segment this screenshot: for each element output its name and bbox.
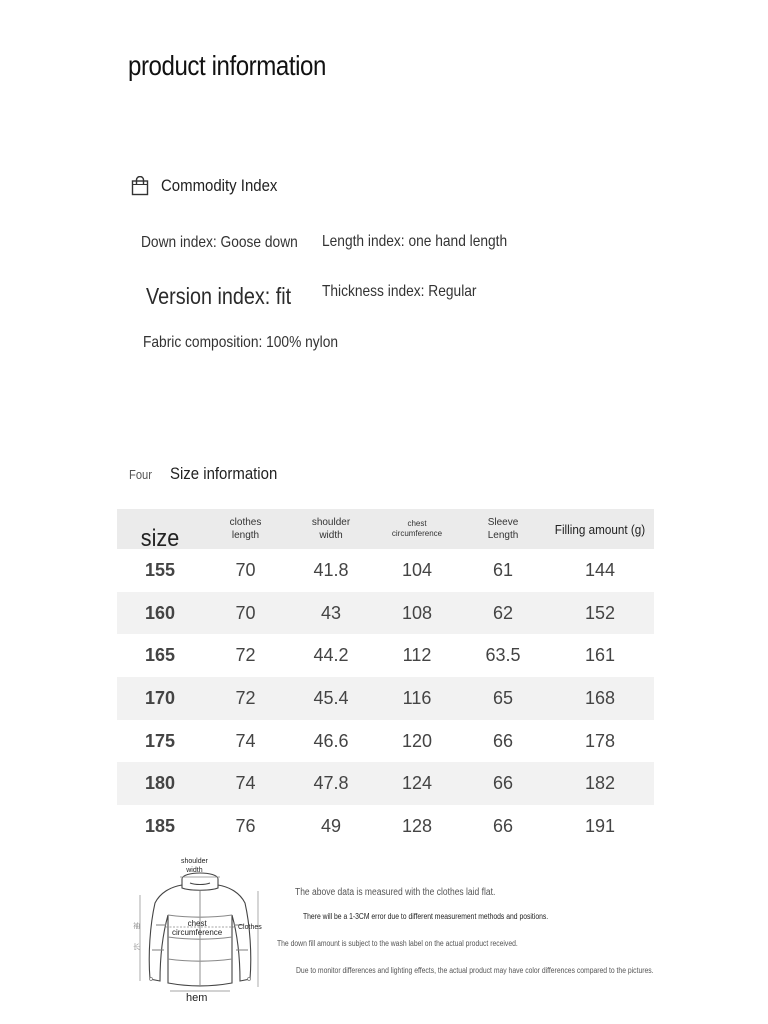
header-filling-amount: Filling amount (g) [554, 521, 646, 537]
size-cell: 160 [144, 602, 176, 623]
section-number: Four [129, 467, 152, 482]
table-cell: 72 [235, 645, 256, 666]
size-cell: 185 [144, 815, 176, 836]
table-cell: 112 [402, 645, 432, 666]
size-cell: 165 [144, 645, 176, 666]
size-information-header [129, 464, 292, 484]
size-cell: 170 [144, 687, 176, 708]
diagram-sleeve-glyph-top: 袖 [133, 923, 140, 930]
table-cell: 66 [492, 773, 514, 794]
table-cell: 128 [401, 815, 433, 836]
table-cell: 43 [320, 602, 342, 623]
table-row [117, 720, 654, 763]
table-cell: 104 [401, 559, 433, 580]
header-clothes-length: clothes length [229, 517, 262, 541]
table-cell: 41.8 [313, 559, 349, 580]
diagram-sleeve-glyph-bottom: 长 [133, 944, 140, 951]
size-cell: 175 [144, 730, 176, 751]
table-row [117, 592, 654, 635]
table-cell: 74 [235, 773, 256, 794]
table-cell: 144 [584, 559, 616, 580]
table-row [117, 762, 654, 805]
table-cell: 72 [235, 687, 256, 708]
table-cell: 70 [235, 559, 256, 580]
table-cell: 168 [584, 687, 616, 708]
length-index: Length index: one hand length [322, 233, 508, 250]
table-cell: 178 [584, 730, 616, 751]
table-cell: 124 [401, 773, 433, 794]
note-measurement: The above data is measured with the clothes laid flat. [295, 887, 496, 898]
table-cell: 61 [492, 559, 514, 580]
header-chest-circumference: chest circumference [391, 519, 443, 538]
table-cell: 182 [584, 773, 616, 794]
diagram-chest-label: chest circumference [172, 919, 223, 937]
table-cell: 45.4 [313, 687, 349, 708]
page-title: product information [128, 50, 326, 81]
shopping-bag-icon [131, 176, 149, 196]
note-color-difference: Due to monitor differences and lighting effects, the actual product may have color differences compared to the pictures. [296, 966, 654, 975]
commodity-index-header [131, 176, 293, 196]
table-cell: 66 [492, 815, 514, 836]
table-row [117, 549, 654, 592]
table-cell: 74 [235, 730, 256, 751]
fabric-composition: Fabric composition: 100% nylon [143, 334, 339, 351]
table-row [117, 805, 654, 848]
table-cell: 44.2 [313, 645, 349, 666]
diagram-shoulder-label: shoulder width [181, 858, 208, 874]
table-cell: 120 [401, 730, 433, 751]
table-cell: 66 [492, 730, 514, 751]
down-index: Down index: Goose down [141, 234, 298, 251]
thickness-index: Thickness index: Regular [322, 283, 477, 300]
header-size: size [140, 525, 180, 552]
table-row [117, 634, 654, 677]
table-row [117, 677, 654, 720]
size-cell: 180 [144, 773, 176, 794]
table-cell: 46.6 [313, 730, 349, 751]
table-cell: 62 [492, 602, 514, 623]
table-header-row [117, 509, 654, 552]
table-cell: 116 [402, 687, 432, 708]
table-cell: 49 [320, 815, 342, 836]
header-shoulder-width: shoulder width [311, 517, 351, 541]
table-cell: 70 [235, 602, 256, 623]
table-cell: 76 [235, 815, 256, 836]
table-cell: 191 [584, 815, 616, 836]
table-cell: 161 [584, 645, 616, 666]
commodity-index-title: Commodity Index [161, 176, 278, 195]
version-index: Version index: fit [146, 283, 292, 309]
note-down-fill: The down fill amount is subject to the wash label on the actual product received. [277, 939, 518, 948]
diagram-hem-label: hem [186, 992, 208, 1004]
diagram-clothes-label: Clothes [238, 924, 262, 931]
size-cell: 155 [144, 559, 176, 580]
table-body [117, 549, 654, 848]
table-cell: 152 [584, 602, 616, 623]
table-cell: 47.8 [313, 773, 349, 794]
header-sleeve-length: Sleeve Length [487, 517, 519, 541]
table-cell: 63.5 [485, 645, 521, 666]
table-cell: 108 [401, 602, 433, 623]
note-error-range: There will be a 1-3CM error due to different measurement methods and positions. [303, 912, 549, 921]
size-information-title: Size information [169, 464, 277, 483]
size-table [117, 509, 654, 848]
table-cell: 65 [492, 687, 514, 708]
